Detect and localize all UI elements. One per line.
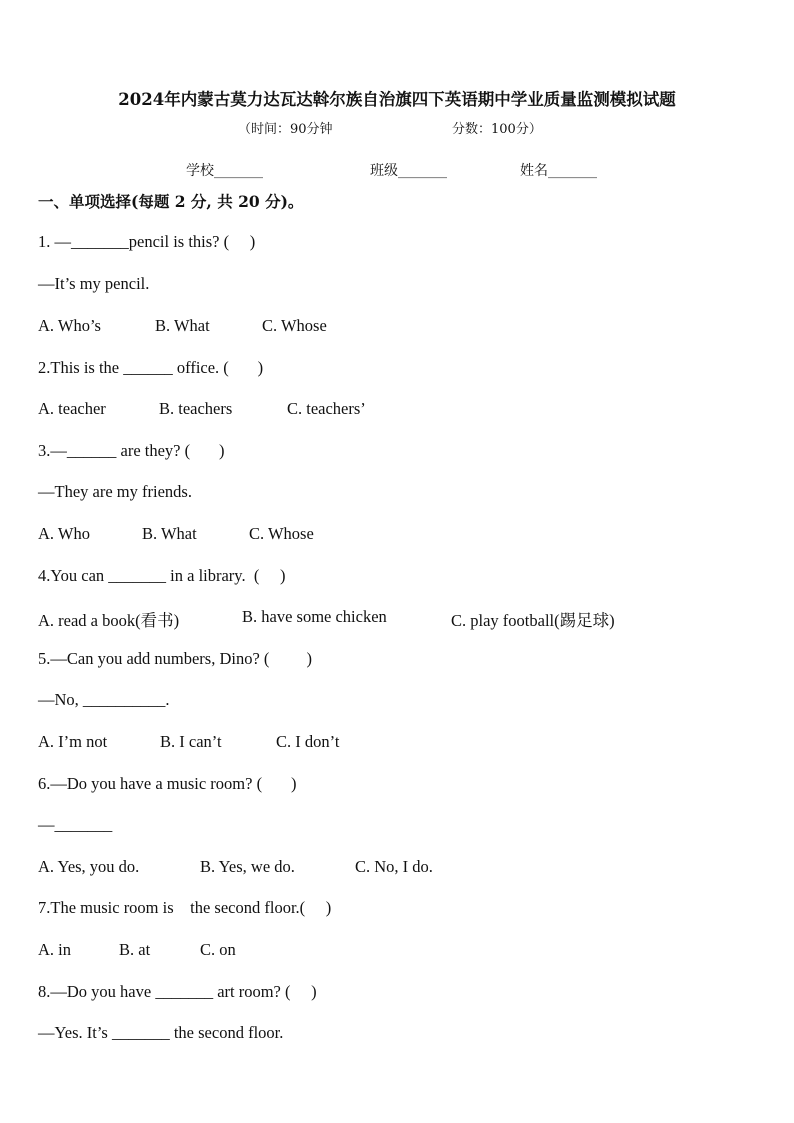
school-field: 学校_______ — [186, 163, 263, 179]
question-1-stem: 1. —_______pencil is this? ( ) — [38, 232, 256, 251]
name-field: 姓名_______ — [520, 163, 597, 179]
page-title: 2024年内蒙古莫力达瓦达斡尔族自治旗四下英语期中学业质量监测模拟试题 — [118, 90, 676, 109]
question-5-option-a: A. I’m not — [38, 732, 108, 751]
question-5-option-b: B. I can’t — [160, 732, 222, 751]
question-2-stem: 2.This is the ______ office. ( ) — [38, 358, 264, 377]
question-1-answer-line: —It’s my pencil. — [38, 274, 150, 293]
question-1-option-c: C. Whose — [262, 316, 327, 335]
question-3-stem: 3.—______ are they? ( ) — [38, 441, 225, 460]
question-5-stem: 5.—Can you add numbers, Dino? ( ) — [38, 649, 313, 668]
class-field: 班级_______ — [370, 163, 447, 179]
question-1-option-b: B. What — [155, 316, 210, 335]
question-8-stem: 8.—Do you have _______ art room? ( ) — [38, 982, 317, 1001]
question-6-answer-line: —_______ — [38, 815, 113, 834]
question-4-option-a: A. read a book(看书) — [38, 611, 180, 630]
question-7-option-a: A. in — [38, 940, 71, 959]
question-2-option-c: C. teachers’ — [287, 399, 366, 418]
question-8-answer-line: —Yes. It’s _______ the second floor. — [38, 1023, 284, 1042]
question-3-option-b: B. What — [142, 524, 197, 543]
question-1-option-a: A. Who’s — [38, 316, 101, 335]
question-4-option-c: C. play football(踢足球) — [451, 611, 615, 630]
question-3-answer-line: —They are my friends. — [38, 482, 192, 501]
exam-time: （时间：90分钟 — [238, 122, 333, 137]
question-6-stem: 6.—Do you have a music room? ( ) — [38, 774, 297, 793]
question-7-option-b: B. at — [119, 940, 151, 959]
question-3-option-c: C. Whose — [249, 524, 314, 543]
question-2-option-b: B. teachers — [159, 399, 233, 418]
question-4-option-b: B. have some chicken — [242, 607, 387, 626]
question-5-answer-line: —No, __________. — [38, 690, 170, 709]
question-7-stem: 7.The music room is the second floor.( ) — [38, 898, 332, 917]
question-6-option-c: C. No, I do. — [355, 857, 433, 876]
question-5-option-c: C. I don’t — [276, 732, 340, 751]
exam-score: 分数：100分） — [452, 122, 542, 137]
section-heading: 一、单项选择(每题 2 分, 共 20 分)。 — [38, 192, 304, 211]
question-6-option-b: B. Yes, we do. — [200, 857, 295, 876]
question-4-stem: 4.You can _______ in a library. ( ) — [38, 566, 286, 585]
question-7-option-c: C. on — [200, 940, 236, 959]
question-2-option-a: A. teacher — [38, 399, 106, 418]
question-6-option-a: A. Yes, you do. — [38, 857, 140, 876]
question-3-option-a: A. Who — [38, 524, 90, 543]
